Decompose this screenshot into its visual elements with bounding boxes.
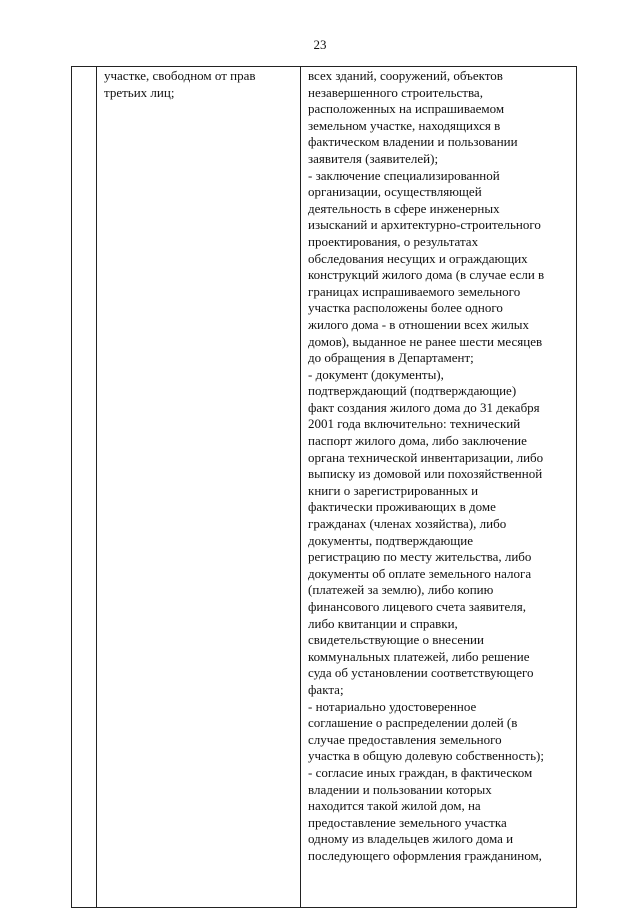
row-number-text [72, 67, 96, 68]
documents-line: изысканий и архитектурно-строительного [308, 217, 541, 233]
documents-line: подтверждающий (подтверждающие) [308, 383, 517, 399]
documents-line: владении и пользовании которых [308, 781, 492, 797]
documents-line: фактически проживающих в доме [308, 499, 496, 515]
documents-line: земельном участке, находящихся в [308, 117, 501, 133]
documents-line: случае предоставления земельного [308, 731, 502, 747]
documents-line: - заключение специализированной [308, 167, 500, 183]
document-table [71, 66, 577, 908]
documents-line: соглашение о распределении долей (в [308, 715, 518, 731]
documents-line: фактическом владении и пользовании [308, 134, 518, 150]
documents-line: участка расположены более одного [308, 300, 503, 316]
documents-line: участка в общую долевую собственность); [308, 748, 544, 764]
documents-line: заявителя (заявителей); [308, 150, 439, 166]
documents-line: органа технической инвентаризации, либо [308, 449, 544, 465]
documents-line: предоставление земельного участка [308, 814, 507, 830]
documents-line: факт создания жилого дома до 31 декабря [308, 399, 540, 415]
documents-line: проектирования, о результатах [308, 233, 479, 249]
documents-line: финансового лицевого счета заявителя, [308, 599, 526, 614]
condition-text: участке, свободном от прав третьих лиц; [104, 68, 256, 100]
documents-line: одному из владельцев жилого дома и [308, 831, 514, 847]
documents-line: свидетельствующие о внесении [308, 632, 484, 648]
documents-line: коммунальных платежей, либо решение [308, 648, 530, 664]
documents-line: паспорт жилого дома, либо заключение [308, 433, 527, 449]
documents-line: деятельность в сфере инженерных [308, 200, 500, 216]
documents-list [301, 67, 576, 865]
documents-line: - документ (документы), [308, 366, 444, 382]
condition-cell [97, 67, 301, 908]
documents-line: незавершенного строительства, [308, 84, 483, 100]
documents-line: документы об оплате земельного налога [308, 565, 532, 581]
documents-line: факта; [308, 681, 344, 697]
page-number: 23 [313, 37, 327, 52]
documents-line: выписку из домовой или похозяйственной [308, 466, 543, 482]
documents-line: расположенных на испрашиваемом [308, 101, 505, 117]
table-row [72, 67, 577, 908]
documents-line: 2001 года включительно: технический [308, 416, 521, 432]
documents-line: конструкций жилого дома (в случае если в [308, 267, 545, 283]
documents-line: гражданах (членах хозяйства), либо [308, 516, 507, 532]
documents-line: границах испрашиваемого земельного [308, 283, 521, 299]
documents-line: жилого дома - в отношении всех жилых [308, 316, 530, 332]
documents-line: обследования несущих и ограждающих [308, 250, 528, 266]
documents-line: книги о зарегистрированных и [308, 482, 479, 498]
documents-line: суда об установлении соответствующего [308, 665, 534, 681]
documents-line: домов), выданное не ранее шести месяцев [308, 333, 543, 349]
documents-line: - нотариально удостоверенное [308, 698, 477, 714]
documents-line: находится такой жилой дом, на [308, 798, 481, 814]
documents-line: документы, подтверждающие [308, 532, 473, 548]
documents-line: регистрацию по месту жительства, либо [308, 549, 532, 565]
documents-line: организации, осуществляющей [308, 184, 482, 200]
documents-line: (платежей за землю), либо копию [308, 582, 494, 598]
documents-line: до обращения в Департамент; [308, 350, 474, 366]
documents-line: либо квитанции и справки, [308, 615, 458, 631]
documents-line: всех зданий, сооружений, объектов [308, 68, 503, 83]
documents-line: - согласие иных граждан, в фактическом [308, 764, 533, 780]
row-number-cell [72, 67, 97, 908]
documents-cell [301, 67, 577, 908]
documents-line: последующего оформления гражданином, [308, 847, 542, 863]
